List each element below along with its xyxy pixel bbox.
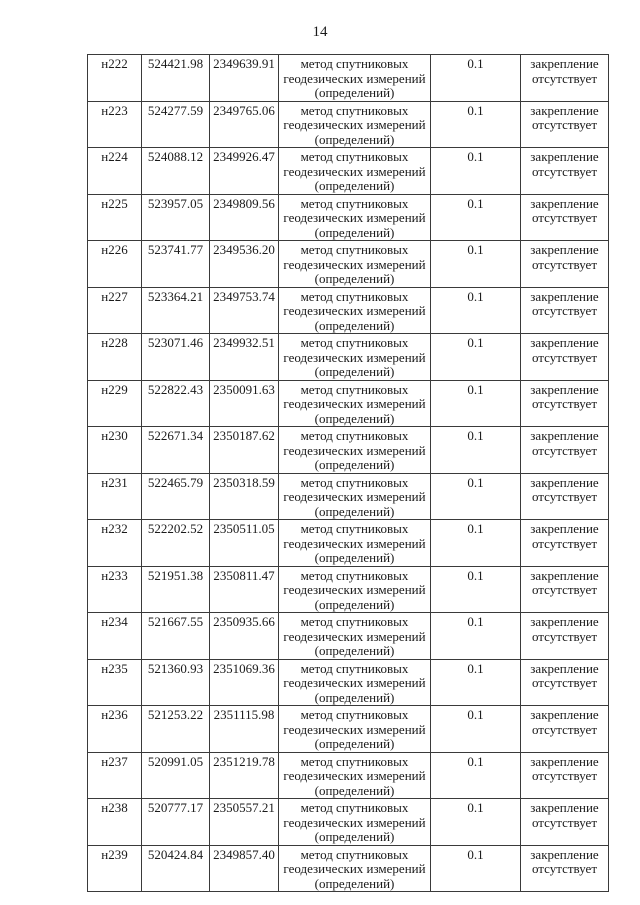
accuracy-cell: 0.1 xyxy=(431,845,521,892)
fixing-cell: закрепление отсутствует xyxy=(521,55,609,102)
table-row xyxy=(88,473,609,520)
point-id-cell: н238 xyxy=(88,799,142,846)
fixing-cell: закрепление отсутствует xyxy=(521,659,609,706)
coordinate-x-cell: 523741.77 xyxy=(142,241,210,288)
table-row xyxy=(88,752,609,799)
table-row xyxy=(88,241,609,288)
table-row xyxy=(88,613,609,660)
accuracy-cell: 0.1 xyxy=(431,659,521,706)
point-id-cell: н223 xyxy=(88,101,142,148)
coordinate-x-cell: 522671.34 xyxy=(142,427,210,474)
fixing-cell: закрепление отсутствует xyxy=(521,845,609,892)
accuracy-cell: 0.1 xyxy=(431,566,521,613)
point-id-cell: н228 xyxy=(88,334,142,381)
coordinate-y-cell: 2350935.66 xyxy=(210,613,279,660)
accuracy-cell: 0.1 xyxy=(431,613,521,660)
fixing-cell: закрепление отсутствует xyxy=(521,241,609,288)
method-cell: метод спутниковых геодезических измерений (определений) xyxy=(279,706,431,753)
point-id-cell: н222 xyxy=(88,55,142,102)
coordinate-x-cell: 523364.21 xyxy=(142,287,210,334)
method-cell: метод спутниковых геодезических измерений (определений) xyxy=(279,101,431,148)
coordinate-y-cell: 2349753.74 xyxy=(210,287,279,334)
table-row xyxy=(88,194,609,241)
method-cell: метод спутниковых геодезических измерений (определений) xyxy=(279,148,431,195)
fixing-cell: закрепление отсутствует xyxy=(521,706,609,753)
coordinate-x-cell: 523957.05 xyxy=(142,194,210,241)
fixing-cell: закрепление отсутствует xyxy=(521,194,609,241)
point-id-cell: н229 xyxy=(88,380,142,427)
coordinate-x-cell: 520777.17 xyxy=(142,799,210,846)
method-cell: метод спутниковых геодезических измерений (определений) xyxy=(279,752,431,799)
table-row xyxy=(88,148,609,195)
coordinate-y-cell: 2350187.62 xyxy=(210,427,279,474)
fixing-cell: закрепление отсутствует xyxy=(521,799,609,846)
fixing-cell: закрепление отсутствует xyxy=(521,380,609,427)
coordinate-x-cell: 521951.38 xyxy=(142,566,210,613)
coordinate-x-cell: 521253.22 xyxy=(142,706,210,753)
method-cell: метод спутниковых геодезических измерений (определений) xyxy=(279,613,431,660)
method-cell: метод спутниковых геодезических измерений (определений) xyxy=(279,380,431,427)
coordinate-x-cell: 524088.12 xyxy=(142,148,210,195)
point-id-cell: н234 xyxy=(88,613,142,660)
coordinate-x-cell: 524421.98 xyxy=(142,55,210,102)
accuracy-cell: 0.1 xyxy=(431,427,521,474)
coordinate-x-cell: 522822.43 xyxy=(142,380,210,427)
point-id-cell: н235 xyxy=(88,659,142,706)
point-id-cell: н237 xyxy=(88,752,142,799)
table-row xyxy=(88,845,609,892)
table-row xyxy=(88,799,609,846)
fixing-cell: закрепление отсутствует xyxy=(521,148,609,195)
coordinate-x-cell: 520991.05 xyxy=(142,752,210,799)
point-id-cell: н225 xyxy=(88,194,142,241)
method-cell: метод спутниковых геодезических измерений (определений) xyxy=(279,659,431,706)
accuracy-cell: 0.1 xyxy=(431,287,521,334)
coordinate-x-cell: 522202.52 xyxy=(142,520,210,567)
table-row xyxy=(88,427,609,474)
accuracy-cell: 0.1 xyxy=(431,706,521,753)
point-id-cell: н230 xyxy=(88,427,142,474)
coordinate-y-cell: 2350318.59 xyxy=(210,473,279,520)
coordinate-y-cell: 2351115.98 xyxy=(210,706,279,753)
accuracy-cell: 0.1 xyxy=(431,380,521,427)
coordinate-y-cell: 2350091.63 xyxy=(210,380,279,427)
table-row xyxy=(88,659,609,706)
coordinate-y-cell: 2350511.05 xyxy=(210,520,279,567)
table-row xyxy=(88,566,609,613)
point-id-cell: н239 xyxy=(88,845,142,892)
method-cell: метод спутниковых геодезических измерений (определений) xyxy=(279,194,431,241)
method-cell: метод спутниковых геодезических измерений (определений) xyxy=(279,520,431,567)
coordinate-x-cell: 521360.93 xyxy=(142,659,210,706)
coordinate-x-cell: 520424.84 xyxy=(142,845,210,892)
coordinate-y-cell: 2350557.21 xyxy=(210,799,279,846)
table-row xyxy=(88,706,609,753)
table-row xyxy=(88,520,609,567)
coordinate-y-cell: 2349857.40 xyxy=(210,845,279,892)
table-row xyxy=(88,101,609,148)
accuracy-cell: 0.1 xyxy=(431,55,521,102)
coordinate-y-cell: 2349765.06 xyxy=(210,101,279,148)
method-cell: метод спутниковых геодезических измерений (определений) xyxy=(279,427,431,474)
point-id-cell: н232 xyxy=(88,520,142,567)
coordinate-x-cell: 523071.46 xyxy=(142,334,210,381)
coordinate-y-cell: 2350811.47 xyxy=(210,566,279,613)
fixing-cell: закрепление отсутствует xyxy=(521,473,609,520)
point-id-cell: н227 xyxy=(88,287,142,334)
fixing-cell: закрепление отсутствует xyxy=(521,752,609,799)
point-id-cell: н233 xyxy=(88,566,142,613)
coordinate-y-cell: 2349926.47 xyxy=(210,148,279,195)
table-row xyxy=(88,334,609,381)
point-id-cell: н236 xyxy=(88,706,142,753)
fixing-cell: закрепление отсутствует xyxy=(521,287,609,334)
method-cell: метод спутниковых геодезических измерений (определений) xyxy=(279,566,431,613)
accuracy-cell: 0.1 xyxy=(431,194,521,241)
method-cell: метод спутниковых геодезических измерений (определений) xyxy=(279,799,431,846)
coordinate-y-cell: 2351219.78 xyxy=(210,752,279,799)
method-cell: метод спутниковых геодезических измерений (определений) xyxy=(279,287,431,334)
accuracy-cell: 0.1 xyxy=(431,334,521,381)
fixing-cell: закрепление отсутствует xyxy=(521,613,609,660)
coordinate-y-cell: 2349809.56 xyxy=(210,194,279,241)
table-row xyxy=(88,55,609,102)
fixing-cell: закрепление отсутствует xyxy=(521,566,609,613)
point-id-cell: н226 xyxy=(88,241,142,288)
coordinates-table-body xyxy=(88,55,609,892)
point-id-cell: н231 xyxy=(88,473,142,520)
coordinate-x-cell: 522465.79 xyxy=(142,473,210,520)
coordinates-table xyxy=(87,54,609,892)
page-number: 14 xyxy=(312,24,328,40)
accuracy-cell: 0.1 xyxy=(431,752,521,799)
coordinate-y-cell: 2351069.36 xyxy=(210,659,279,706)
fixing-cell: закрепление отсутствует xyxy=(521,427,609,474)
method-cell: метод спутниковых геодезических измерений (определений) xyxy=(279,55,431,102)
method-cell: метод спутниковых геодезических измерений (определений) xyxy=(279,845,431,892)
coordinate-y-cell: 2349536.20 xyxy=(210,241,279,288)
accuracy-cell: 0.1 xyxy=(431,473,521,520)
table-row xyxy=(88,287,609,334)
method-cell: метод спутниковых геодезических измерений (определений) xyxy=(279,334,431,381)
fixing-cell: закрепление отсутствует xyxy=(521,520,609,567)
fixing-cell: закрепление отсутствует xyxy=(521,101,609,148)
point-id-cell: н224 xyxy=(88,148,142,195)
coordinate-y-cell: 2349639.91 xyxy=(210,55,279,102)
coordinate-y-cell: 2349932.51 xyxy=(210,334,279,381)
coordinate-x-cell: 521667.55 xyxy=(142,613,210,660)
method-cell: метод спутниковых геодезических измерений (определений) xyxy=(279,241,431,288)
coordinate-x-cell: 524277.59 xyxy=(142,101,210,148)
accuracy-cell: 0.1 xyxy=(431,241,521,288)
method-cell: метод спутниковых геодезических измерений (определений) xyxy=(279,473,431,520)
accuracy-cell: 0.1 xyxy=(431,148,521,195)
fixing-cell: закрепление отсутствует xyxy=(521,334,609,381)
accuracy-cell: 0.1 xyxy=(431,520,521,567)
accuracy-cell: 0.1 xyxy=(431,799,521,846)
table-row xyxy=(88,380,609,427)
accuracy-cell: 0.1 xyxy=(431,101,521,148)
